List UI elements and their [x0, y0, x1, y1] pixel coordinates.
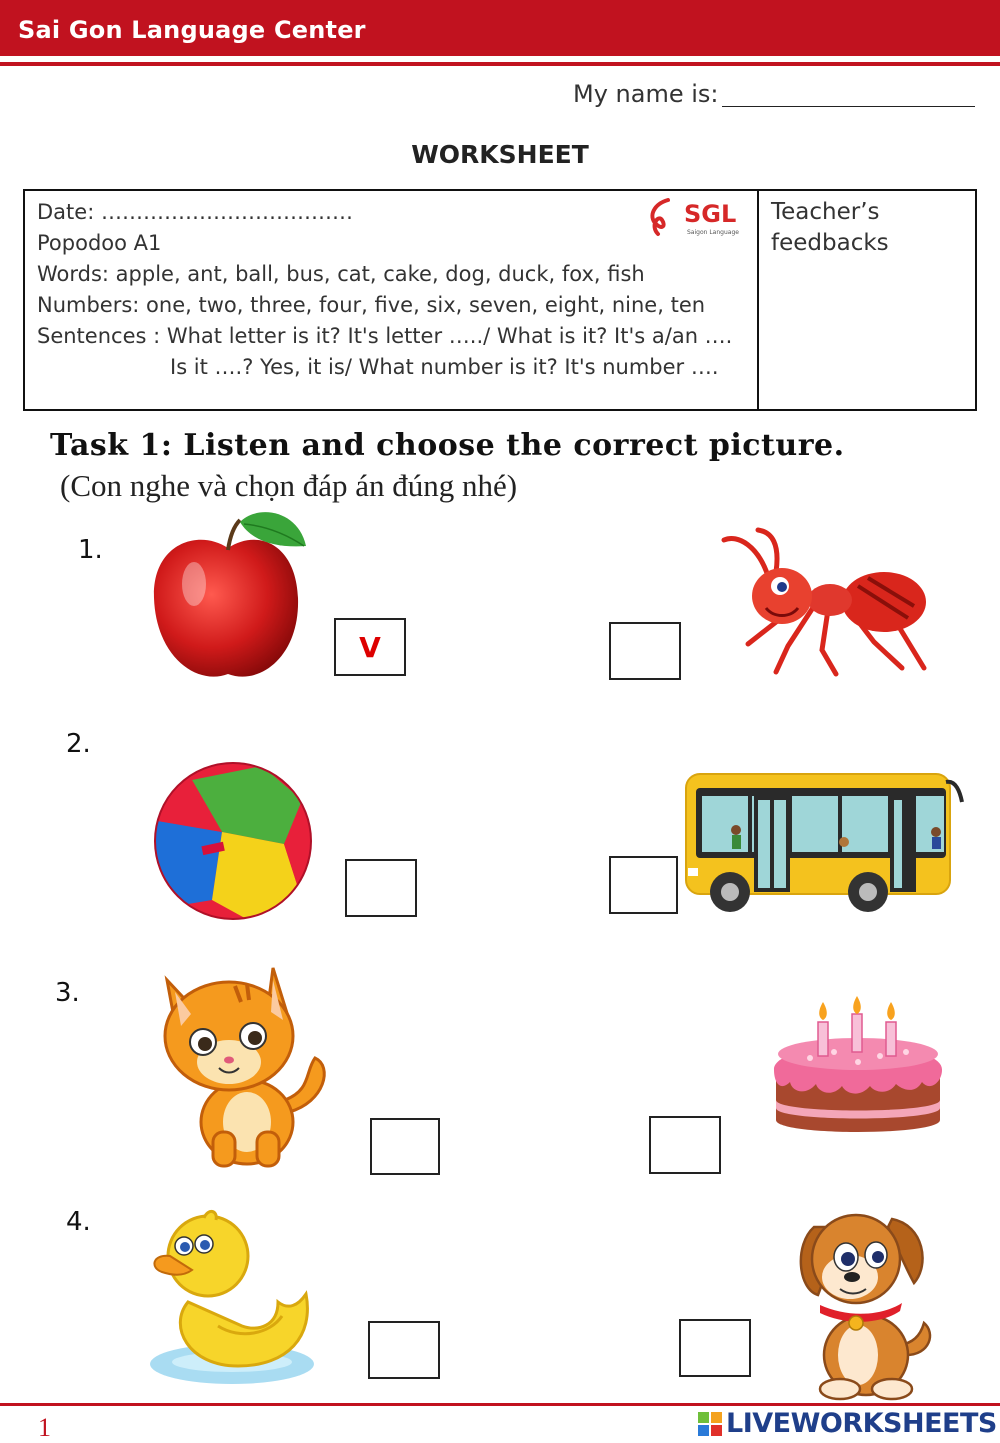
name-input-line[interactable]	[722, 106, 975, 107]
task-title: Task 1: Listen and choose the correct picture.	[50, 428, 845, 463]
answer-box-3-left[interactable]	[370, 1118, 440, 1175]
teacher-feedback-label: Teacher’s	[771, 199, 880, 225]
answer-box-2-left[interactable]	[345, 859, 417, 917]
answer-box-2-right[interactable]	[609, 856, 678, 914]
question-number-3: 3.	[55, 978, 80, 1008]
footer-line	[0, 1403, 1000, 1406]
teacher-feedback-label-2: feedbacks	[771, 230, 889, 256]
task-subtitle: (Con nghe và chọn đáp án đúng nhé)	[60, 468, 518, 503]
answer-box-4-left[interactable]	[368, 1321, 440, 1379]
header-underline	[0, 62, 1000, 66]
date-line: Date: ………………………………	[37, 200, 353, 224]
page-number: 1	[38, 1413, 51, 1442]
worksheet-title: WORKSHEET	[411, 140, 589, 169]
question-number-4: 4.	[66, 1207, 91, 1237]
bus-picture[interactable]	[684, 772, 966, 916]
question-number-1: 1.	[78, 535, 103, 565]
answer-box-1-right[interactable]	[609, 622, 681, 680]
sentences-line-1: Sentences : What letter is it? It's letter …../ What is it? It's a/an ….	[37, 324, 733, 348]
center-name: Sai Gon Language Center	[18, 16, 366, 44]
ball-picture[interactable]	[152, 760, 314, 922]
apple-picture[interactable]	[148, 506, 313, 686]
course-name: Popodoo A1	[37, 231, 162, 255]
sgl-logo-text: SGL	[684, 200, 737, 228]
cat-picture[interactable]	[155, 962, 330, 1172]
cake-picture[interactable]	[770, 996, 946, 1146]
info-divider	[757, 189, 759, 411]
sgl-logo-sub: Saigon Language	[687, 229, 739, 236]
name-label: My name is:	[573, 80, 719, 108]
liveworksheets-logo-icon	[698, 1412, 722, 1436]
duck-picture[interactable]	[148, 1206, 318, 1388]
sgl-swirl-icon	[652, 200, 668, 234]
liveworksheets-logo-text[interactable]: LIVEWORKSHEETS	[726, 1408, 997, 1439]
answer-box-3-right[interactable]	[649, 1116, 721, 1174]
question-number-2: 2.	[66, 729, 91, 759]
dog-picture[interactable]	[796, 1205, 938, 1401]
answer-box-4-right[interactable]	[679, 1319, 751, 1377]
sentences-line-2: Is it ….? Yes, it is/ What number is it? It's number ….	[170, 355, 719, 379]
words-line: Words: apple, ant, ball, bus, cat, cake, dog, duck, fox, fish	[37, 262, 645, 286]
answer-box-1-left[interactable]: V	[334, 618, 406, 676]
numbers-line: Numbers: one, two, three, four, five, six, seven, eight, nine, ten	[37, 293, 706, 317]
sgl-logo	[646, 196, 746, 240]
ant-picture[interactable]	[718, 526, 933, 681]
